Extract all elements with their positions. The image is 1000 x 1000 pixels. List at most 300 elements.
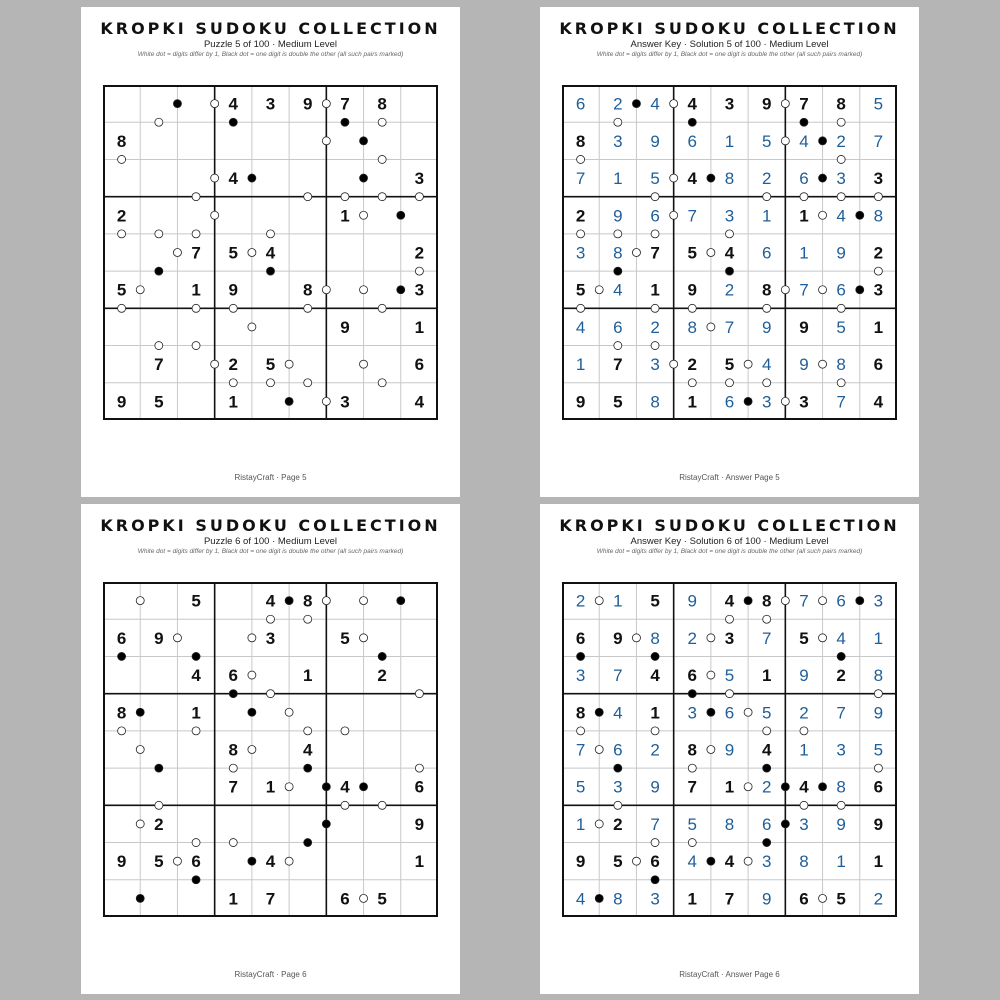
given-digit: 9 [116, 852, 127, 872]
given-digit: 7 [265, 889, 276, 909]
white-dot [267, 615, 275, 623]
solution-digit: 2 [799, 703, 809, 723]
black-dot [856, 211, 864, 219]
given-digit: 3 [414, 280, 425, 300]
white-dot [595, 820, 603, 828]
white-dot [651, 839, 659, 847]
white-dot [173, 249, 181, 257]
black-dot [856, 597, 864, 605]
given-digit: 4 [724, 243, 735, 263]
given-digit: 9 [761, 94, 772, 114]
given-digit: 5 [613, 392, 623, 412]
black-dot [819, 783, 827, 791]
puzzle-page-5 [81, 7, 460, 497]
black-dot [614, 267, 622, 275]
solution-digit: 2 [724, 280, 735, 300]
white-dot [726, 230, 734, 238]
white-dot [744, 783, 752, 791]
solution-digit: 2 [650, 740, 660, 760]
black-dot [595, 708, 603, 716]
kropki-grid [103, 85, 438, 420]
white-dot [211, 211, 219, 219]
white-dot [341, 193, 349, 201]
given-digit: 1 [265, 777, 276, 797]
solution-digit: 4 [650, 94, 660, 114]
solution-digit: 7 [836, 392, 846, 412]
white-dot [595, 286, 603, 294]
white-dot [688, 379, 696, 387]
white-dot [267, 690, 275, 698]
solution-digit: 9 [836, 243, 846, 263]
black-dot [248, 174, 256, 182]
white-dot [670, 360, 678, 368]
given-digit: 6 [873, 777, 884, 797]
black-dot [397, 286, 405, 294]
given-digit: 5 [154, 852, 164, 872]
white-dot [415, 690, 423, 698]
white-dot [211, 100, 219, 108]
white-dot [267, 230, 275, 238]
solution-digit: 6 [724, 392, 735, 412]
given-digit: 9 [687, 280, 698, 300]
given-digit: 1 [414, 317, 425, 337]
given-digit: 9 [116, 392, 127, 412]
black-dot [763, 839, 771, 847]
black-dot [614, 764, 622, 772]
white-dot [192, 727, 200, 735]
white-dot [632, 857, 640, 865]
black-dot [397, 211, 405, 219]
white-dot [229, 764, 237, 772]
white-dot [322, 137, 330, 145]
white-dot [285, 360, 293, 368]
solution-digit: 2 [687, 628, 698, 648]
black-dot [155, 267, 163, 275]
white-dot [192, 230, 200, 238]
black-dot [360, 783, 368, 791]
white-dot [248, 634, 256, 642]
given-digit: 2 [613, 814, 623, 834]
given-digit: 2 [154, 814, 164, 834]
white-dot [632, 249, 640, 257]
given-digit: 1 [302, 666, 313, 686]
given-digit: 5 [265, 355, 276, 375]
solution-digit: 5 [687, 814, 698, 834]
given-digit: 8 [761, 591, 772, 611]
given-digit: 9 [575, 392, 586, 412]
given-digit: 3 [724, 628, 735, 648]
white-dot [304, 304, 312, 312]
white-dot [248, 323, 256, 331]
solution-digit: 8 [873, 666, 884, 686]
solution-digit: 3 [650, 889, 660, 909]
solution-digit: 4 [836, 206, 846, 226]
given-digit: 6 [687, 666, 698, 686]
white-dot [360, 211, 368, 219]
black-dot [707, 857, 715, 865]
solution-digit: 7 [575, 169, 586, 189]
solution-digit: 7 [799, 280, 809, 300]
solution-digit: 6 [650, 206, 660, 226]
solution-digit: 2 [650, 317, 660, 337]
white-dot [837, 155, 845, 163]
solution-digit: 4 [613, 703, 623, 723]
black-dot [267, 267, 275, 275]
black-dot [819, 174, 827, 182]
white-dot [415, 764, 423, 772]
white-dot [229, 379, 237, 387]
black-dot [322, 783, 330, 791]
given-digit: 5 [613, 852, 623, 872]
white-dot [781, 137, 789, 145]
solution-digit: 4 [575, 889, 586, 909]
given-digit: 9 [302, 94, 313, 114]
black-dot [744, 597, 752, 605]
given-digit: 3 [414, 169, 425, 189]
black-dot [688, 118, 696, 126]
black-dot [136, 708, 144, 716]
given-digit: 3 [873, 280, 884, 300]
solution-digit: 1 [836, 852, 846, 872]
given-digit: 4 [265, 243, 276, 263]
white-dot [763, 615, 771, 623]
solution-digit: 9 [799, 355, 809, 375]
white-dot [763, 193, 771, 201]
black-dot [118, 652, 126, 660]
black-dot [651, 652, 659, 660]
white-dot [744, 360, 752, 368]
given-digit: 6 [575, 628, 586, 648]
white-dot [577, 304, 585, 312]
white-dot [781, 100, 789, 108]
white-dot [670, 211, 678, 219]
white-dot [744, 708, 752, 716]
solution-digit: 3 [873, 591, 884, 611]
given-digit: 5 [836, 889, 846, 909]
given-digit: 8 [302, 591, 313, 611]
given-digit: 5 [154, 392, 164, 412]
white-dot [118, 727, 126, 735]
white-dot [304, 615, 312, 623]
solution-digit: 6 [761, 243, 772, 263]
white-dot [874, 764, 882, 772]
given-digit: 7 [799, 94, 809, 114]
page-title: KROPKI SUDOKU COLLECTION [559, 516, 900, 535]
white-dot [155, 230, 163, 238]
solution-digit: 8 [687, 317, 698, 337]
white-dot [378, 155, 386, 163]
page-title: KROPKI SUDOKU COLLECTION [100, 19, 441, 38]
solution-digit: 3 [761, 852, 772, 872]
given-digit: 5 [377, 889, 387, 909]
rules-note: White dot = digits differ by 1, Black dot = one digit is double the other (all such pairs marked) [596, 548, 863, 555]
black-dot [781, 820, 789, 828]
white-dot [415, 193, 423, 201]
white-dot [819, 360, 827, 368]
given-digit: 4 [191, 666, 201, 686]
white-dot [874, 193, 882, 201]
given-digit: 1 [873, 317, 884, 337]
white-dot [819, 597, 827, 605]
solution-digit: 1 [799, 243, 809, 263]
given-digit: 8 [377, 94, 387, 114]
white-dot [707, 323, 715, 331]
given-digit: 5 [191, 591, 201, 611]
white-dot [763, 379, 771, 387]
given-digit: 6 [650, 852, 660, 872]
solution-digit: 5 [873, 740, 884, 760]
white-dot [707, 671, 715, 679]
black-dot [229, 118, 237, 126]
black-dot [341, 118, 349, 126]
white-dot [614, 801, 622, 809]
given-digit: 9 [799, 317, 809, 337]
solution-digit: 5 [650, 169, 660, 189]
given-digit: 6 [414, 777, 425, 797]
white-dot [726, 615, 734, 623]
given-digit: 9 [154, 628, 164, 648]
given-digit: 4 [650, 666, 660, 686]
white-dot [707, 746, 715, 754]
white-dot [670, 174, 678, 182]
given-digit: 8 [116, 703, 127, 723]
solution-digit: 8 [836, 355, 846, 375]
black-dot [397, 597, 405, 605]
white-dot [285, 708, 293, 716]
given-digit: 6 [116, 628, 127, 648]
white-dot [614, 118, 622, 126]
given-digit: 7 [191, 243, 201, 263]
page-subtitle: Answer Key · Solution 6 of 100 · Medium Level [630, 536, 829, 547]
given-digit: 4 [265, 591, 276, 611]
solution-digit: 8 [836, 777, 846, 797]
page-title: KROPKI SUDOKU COLLECTION [559, 19, 900, 38]
given-digit: 1 [761, 666, 772, 686]
given-digit: 2 [687, 355, 698, 375]
solution-digit: 3 [724, 206, 735, 226]
given-digit: 7 [724, 889, 735, 909]
given-digit: 6 [228, 666, 239, 686]
white-dot [192, 342, 200, 350]
white-dot [651, 342, 659, 350]
white-dot [360, 360, 368, 368]
solution-digit: 2 [836, 131, 846, 151]
given-digit: 2 [414, 243, 425, 263]
given-digit: 8 [836, 94, 846, 114]
given-digit: 2 [116, 206, 127, 226]
solution-digit: 5 [836, 317, 846, 337]
white-dot [707, 249, 715, 257]
white-dot [837, 801, 845, 809]
white-dot [651, 304, 659, 312]
given-digit: 4 [265, 852, 276, 872]
given-digit: 1 [228, 889, 239, 909]
white-dot [118, 304, 126, 312]
solution-digit: 9 [650, 131, 660, 151]
given-digit: 4 [724, 852, 735, 872]
black-dot [763, 764, 771, 772]
given-digit: 2 [873, 243, 884, 263]
solution-digit: 7 [761, 628, 772, 648]
black-dot [192, 652, 200, 660]
solution-digit: 4 [613, 280, 623, 300]
answer-page-5 [540, 7, 919, 497]
solution-digit: 3 [836, 740, 846, 760]
white-dot [192, 304, 200, 312]
white-dot [819, 286, 827, 294]
white-dot [688, 839, 696, 847]
solution-digit: 2 [613, 94, 623, 114]
white-dot [118, 155, 126, 163]
solution-digit: 1 [873, 628, 884, 648]
given-digit: 3 [265, 94, 276, 114]
solution-digit: 9 [799, 666, 809, 686]
white-dot [378, 801, 386, 809]
white-dot [688, 304, 696, 312]
solution-digit: 3 [799, 814, 809, 834]
given-digit: 1 [228, 392, 239, 412]
solution-digit: 7 [575, 740, 586, 760]
given-digit: 8 [228, 740, 239, 760]
solution-digit: 8 [613, 243, 623, 263]
white-dot [632, 634, 640, 642]
black-dot [688, 690, 696, 698]
solution-digit: 3 [650, 355, 660, 375]
black-dot [285, 597, 293, 605]
given-digit: 6 [414, 355, 425, 375]
given-digit: 9 [575, 852, 586, 872]
given-digit: 8 [575, 131, 586, 151]
white-dot [341, 801, 349, 809]
white-dot [800, 727, 808, 735]
solution-digit: 4 [575, 317, 586, 337]
white-dot [211, 174, 219, 182]
black-dot [707, 708, 715, 716]
white-dot [229, 839, 237, 847]
given-digit: 1 [687, 392, 698, 412]
white-dot [155, 342, 163, 350]
white-dot [304, 379, 312, 387]
answer-page-6 [540, 504, 919, 994]
white-dot [378, 118, 386, 126]
rules-note: White dot = digits differ by 1, Black dot = one digit is double the other (all such pairs marked) [596, 51, 863, 58]
white-dot [136, 820, 144, 828]
white-dot [874, 267, 882, 275]
given-digit: 3 [873, 169, 884, 189]
black-dot [248, 708, 256, 716]
solution-digit: 7 [724, 317, 735, 337]
black-dot [173, 100, 181, 108]
given-digit: 9 [228, 280, 239, 300]
given-digit: 7 [154, 355, 164, 375]
solution-digit: 4 [836, 628, 846, 648]
given-digit: 8 [575, 703, 586, 723]
white-dot [726, 379, 734, 387]
black-dot [837, 652, 845, 660]
solution-digit: 2 [873, 889, 884, 909]
solution-digit: 3 [687, 703, 698, 723]
white-dot [688, 764, 696, 772]
given-digit: 7 [228, 777, 239, 797]
solution-digit: 9 [761, 889, 772, 909]
black-dot [192, 876, 200, 884]
solution-digit: 6 [613, 317, 623, 337]
black-dot [360, 137, 368, 145]
given-digit: 8 [687, 740, 698, 760]
solution-digit: 1 [575, 814, 586, 834]
given-digit: 4 [761, 740, 772, 760]
given-digit: 6 [340, 889, 350, 909]
white-dot [322, 397, 330, 405]
solution-digit: 3 [613, 131, 623, 151]
given-digit: 7 [613, 355, 623, 375]
white-dot [651, 727, 659, 735]
rules-note: White dot = digits differ by 1, Black dot = one digit is double the other (all such pairs marked) [137, 548, 404, 555]
white-dot [285, 783, 293, 791]
given-digit: 4 [302, 740, 313, 760]
solution-digit: 5 [761, 131, 772, 151]
white-dot [837, 379, 845, 387]
white-dot [192, 839, 200, 847]
white-dot [322, 100, 330, 108]
white-dot [136, 746, 144, 754]
black-dot [744, 397, 752, 405]
white-dot [819, 211, 827, 219]
solution-digit: 6 [687, 131, 698, 151]
page-subtitle: Puzzle 5 of 100 · Medium Level [203, 39, 338, 50]
solution-digit: 8 [873, 206, 884, 226]
given-digit: 1 [650, 703, 660, 723]
given-digit: 3 [799, 392, 809, 412]
given-digit: 1 [414, 852, 425, 872]
solution-digit: 7 [836, 703, 846, 723]
given-digit: 9 [414, 814, 425, 834]
white-dot [322, 597, 330, 605]
solution-digit: 9 [650, 777, 660, 797]
black-dot [856, 286, 864, 294]
given-digit: 2 [575, 206, 586, 226]
white-dot [267, 379, 275, 387]
solution-digit: 6 [836, 591, 846, 611]
white-dot [726, 690, 734, 698]
solution-digit: 2 [761, 777, 772, 797]
given-digit: 3 [265, 628, 276, 648]
white-dot [670, 100, 678, 108]
black-dot [229, 690, 237, 698]
solution-digit: 1 [613, 169, 623, 189]
black-dot [322, 820, 330, 828]
solution-digit: 5 [575, 777, 586, 797]
black-dot [248, 857, 256, 865]
black-dot [304, 839, 312, 847]
solution-digit: 7 [873, 131, 884, 151]
black-dot [595, 894, 603, 902]
white-dot [155, 118, 163, 126]
solution-digit: 4 [799, 131, 809, 151]
white-dot [192, 193, 200, 201]
solution-digit: 9 [873, 703, 884, 723]
given-digit: 1 [799, 206, 809, 226]
solution-digit: 9 [687, 591, 698, 611]
given-digit: 7 [687, 777, 698, 797]
white-dot [248, 249, 256, 257]
solution-digit: 1 [799, 740, 809, 760]
solution-digit: 4 [687, 852, 698, 872]
given-digit: 4 [340, 777, 350, 797]
given-digit: 4 [228, 94, 239, 114]
white-dot [614, 342, 622, 350]
black-dot [155, 764, 163, 772]
